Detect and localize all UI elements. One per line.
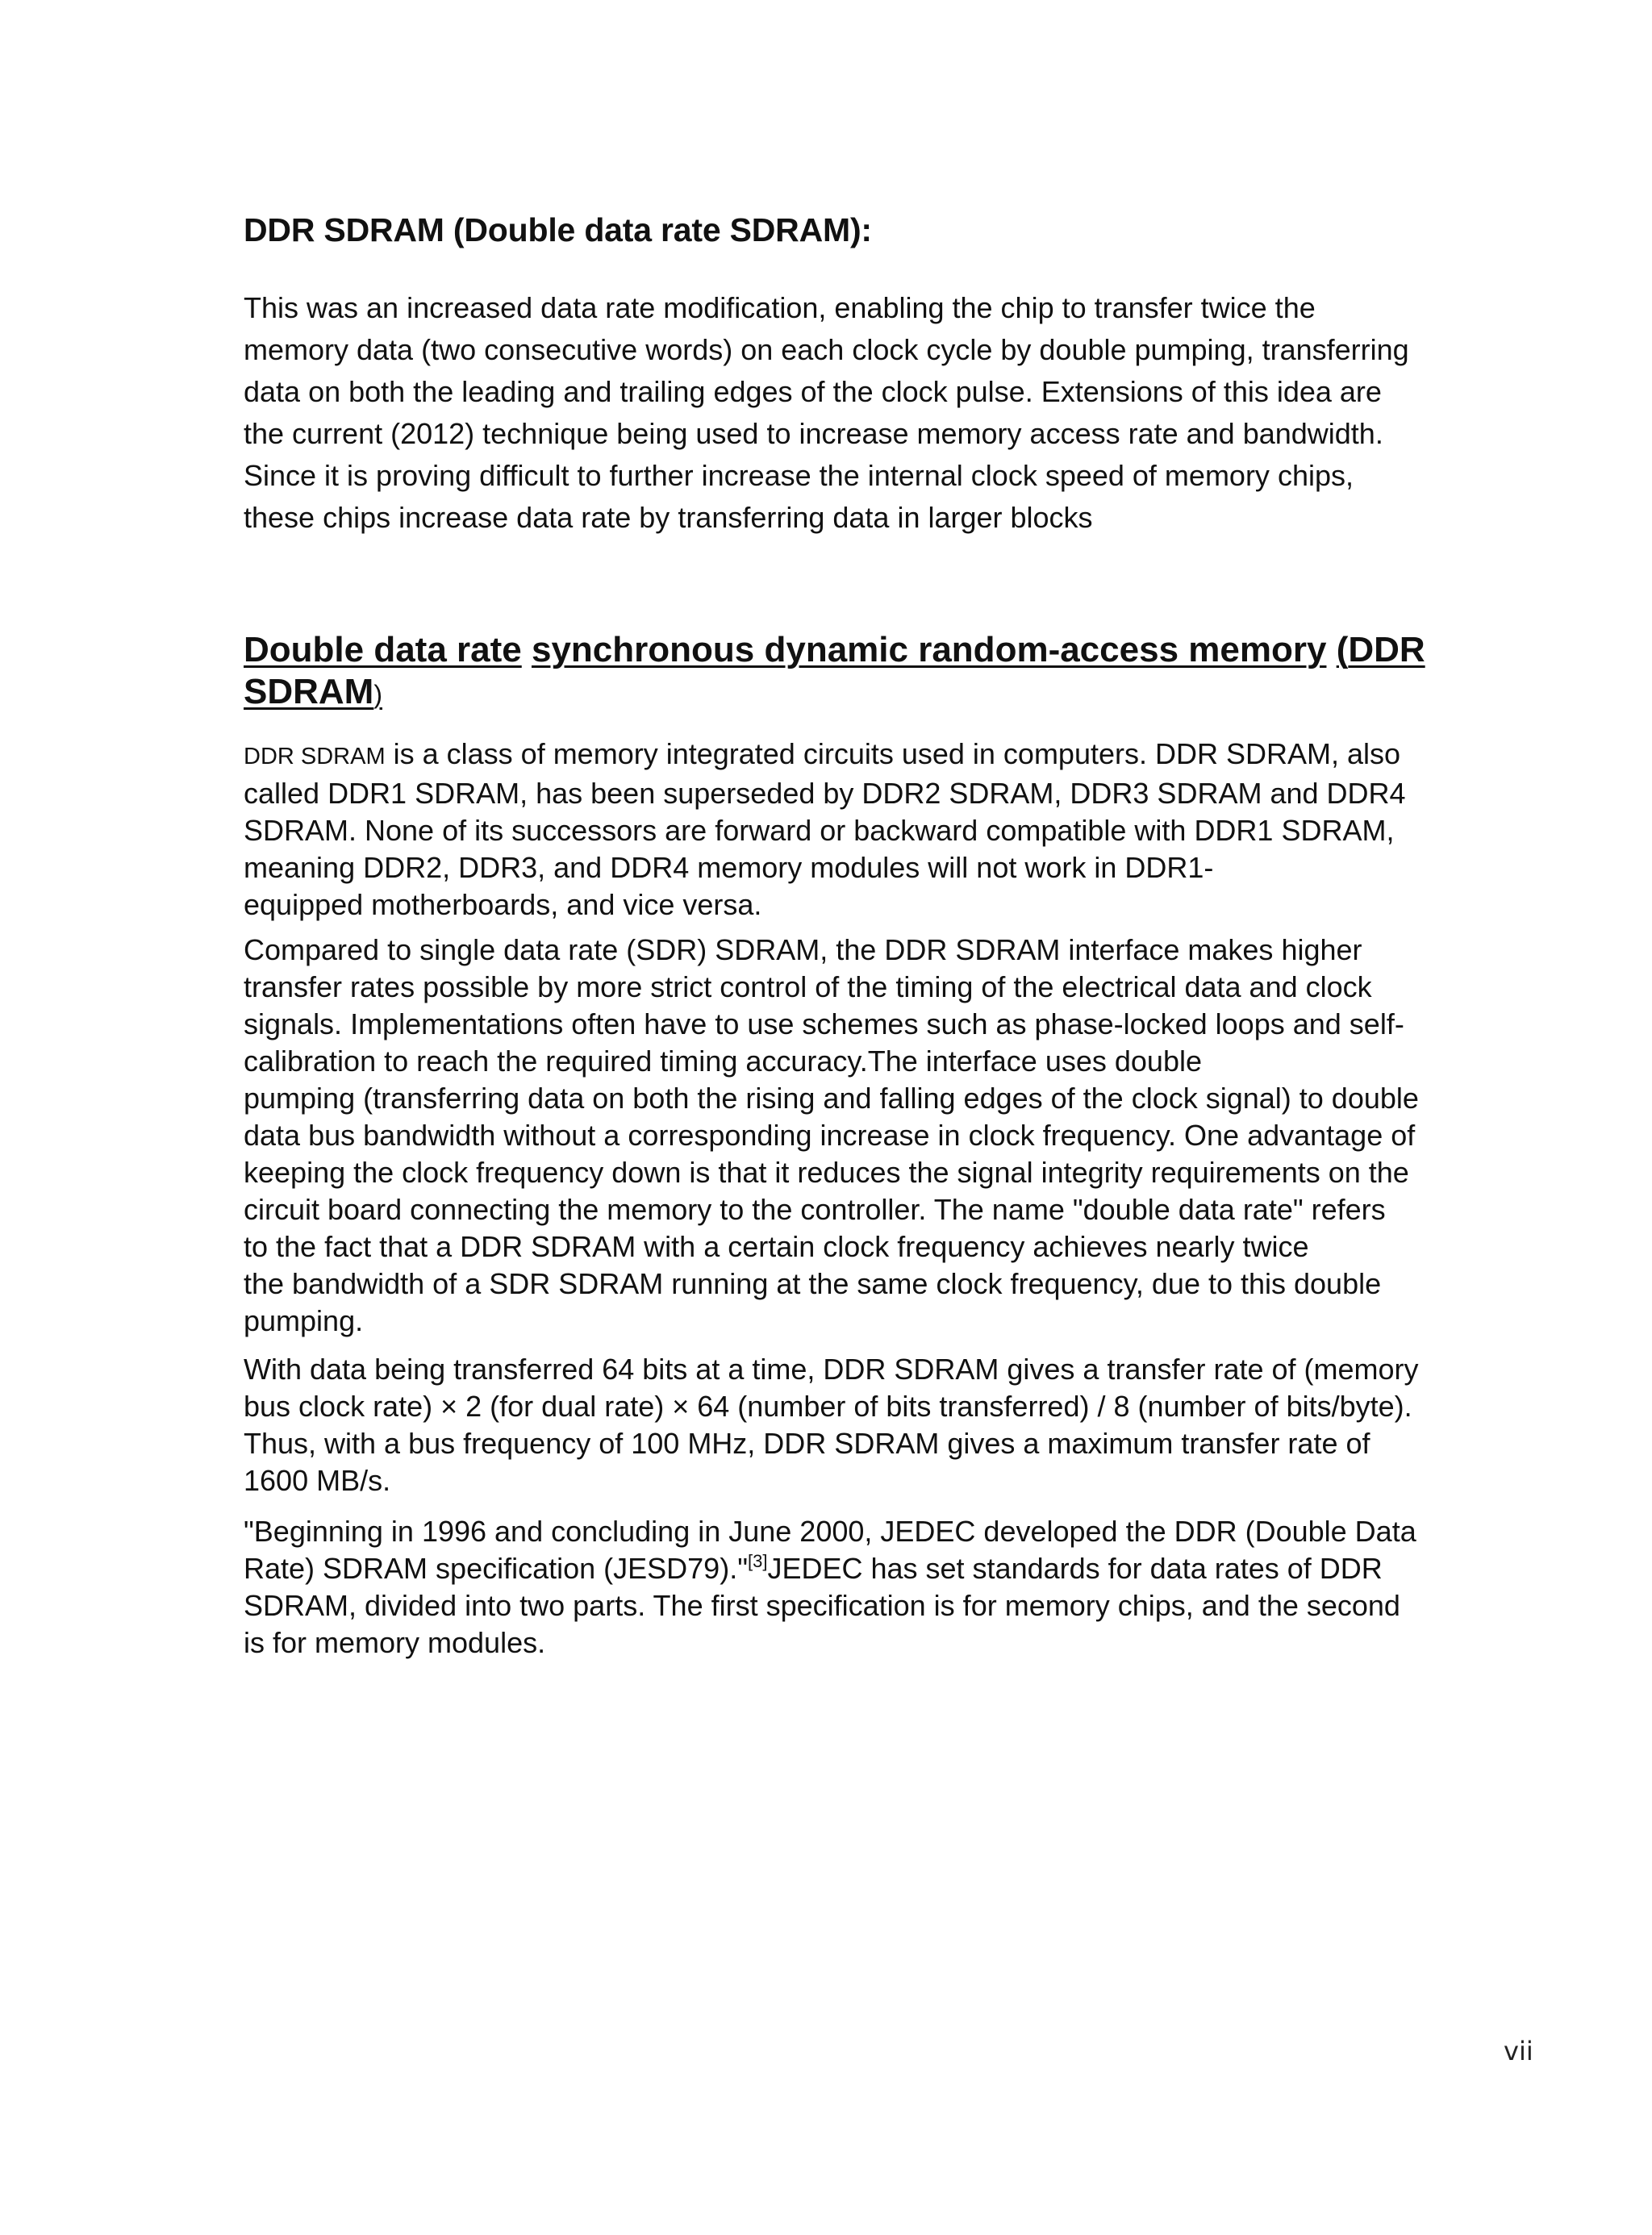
text-line: pumping.: [244, 1304, 364, 1337]
page-number: vii: [1504, 2036, 1533, 2066]
text-line: "Beginning in 1996 and concluding in June 2000, JEDEC developed the DDR (Double Data: [244, 1515, 1416, 1548]
text-line: meaning DDR2, DDR3, and DDR4 memory modules will not work in DDR1-: [244, 851, 1214, 884]
text-line: This was an increased data rate modification, enabling the chip to transfer twice the: [244, 291, 1316, 324]
paragraph-intro: [244, 287, 1550, 539]
text-line: the current (2012) technique being used to increase memory access rate and bandwidth.: [244, 417, 1383, 450]
section-heading-double-data-rate: [244, 629, 1550, 715]
text-line: SDRAM, divided into two parts. The first specification is for memory chips, and the second: [244, 1589, 1400, 1622]
text-line: With data being transferred 64 bits at a time, DDR SDRAM gives a transfer rate of (memory: [244, 1353, 1419, 1386]
link-synchronous-dram[interactable]: synchronous dynamic random-access memory: [531, 630, 1327, 669]
paragraph-ddr-definition: [244, 736, 1406, 924]
text-line: circuit board connecting the memory to the controller. The name "double data rate" refers: [244, 1193, 1386, 1226]
paragraph-jedec: [244, 1513, 1416, 1662]
text-line: SDRAM. None of its successors are forward or backward compatible with DDR1 SDRAM,: [244, 814, 1395, 847]
link-double-data-rate[interactable]: Double data rate: [244, 630, 522, 669]
text-span: Rate) SDRAM specification (JESD79).": [244, 1552, 748, 1585]
text-span: JEDEC has set standards for data rates of DDR: [767, 1552, 1383, 1585]
text-line: these chips increase data rate by transferring data in larger blocks: [244, 501, 1093, 534]
term-ddr-sdram: DDR SDRAM: [244, 744, 386, 769]
text-line: pumping (transferring data on both the rising and falling edges of the clock signal) to double: [244, 1082, 1419, 1115]
text-line: equipped motherboards, and vice versa.: [244, 888, 762, 921]
text-line: Thus, with a bus frequency of 100 MHz, DDR SDRAM gives a maximum transfer rate of: [244, 1427, 1370, 1460]
text-line: the bandwidth of a SDR SDRAM running at the same clock frequency, due to this double: [244, 1267, 1382, 1300]
citation-reference[interactable]: [3]: [747, 1551, 768, 1571]
text-line: memory data (two consecutive words) on each clock cycle by double pumping, transferring: [244, 333, 1409, 366]
text-line: data on both the leading and trailing edges of the clock pulse. Extensions of this idea are: [244, 375, 1382, 408]
text-line: [244, 1550, 1416, 1587]
heading-close-paren: ): [373, 680, 382, 709]
text-line: called DDR1 SDRAM, has been superseded by DDR2 SDRAM, DDR3 SDRAM and DDR4: [244, 777, 1406, 810]
text-line: 1600 MB/s.: [244, 1464, 391, 1497]
heading-sdram-text: SDRAM: [244, 672, 374, 711]
section-heading-ddr-sdram: DDR SDRAM (Double data rate SDRAM):: [244, 211, 872, 248]
text-line: Since it is proving difficult to further increase the internal clock speed of memory chips,: [244, 459, 1354, 492]
text-line: calibration to reach the required timing accuracy.The interface uses double: [244, 1045, 1202, 1078]
text-line: to the fact that a DDR SDRAM with a certain clock frequency achieves nearly twice: [244, 1230, 1309, 1263]
text-line: transfer rates possible by more strict control of the timing of the electrical data and clock: [244, 970, 1372, 1003]
text-line: [244, 736, 1406, 775]
text-line: data bus bandwidth without a corresponding increase in clock frequency. One advantage of: [244, 1119, 1416, 1152]
text-line: keeping the clock frequency down is that it reduces the signal integrity requirements on the: [244, 1156, 1409, 1189]
paragraph-comparison: [244, 932, 1419, 1340]
text-line: Compared to single data rate (SDR) SDRAM, the DDR SDRAM interface makes higher: [244, 933, 1362, 966]
text-line: signals. Implementations often have to use schemes such as phase-locked loops and self-: [244, 1007, 1404, 1040]
heading-open-paren: (: [1336, 630, 1349, 669]
text-line: is for memory modules.: [244, 1626, 546, 1659]
text-line: bus clock rate) × 2 (for dual rate) × 64 (number of bits transferred) / 8 (number of bits/byte).: [244, 1390, 1412, 1423]
paragraph-transfer-rate: [244, 1351, 1419, 1499]
text-span: is a class of memory integrated circuits used in computers. DDR SDRAM, also: [385, 737, 1401, 770]
heading-ddr-text: DDR: [1348, 630, 1425, 669]
